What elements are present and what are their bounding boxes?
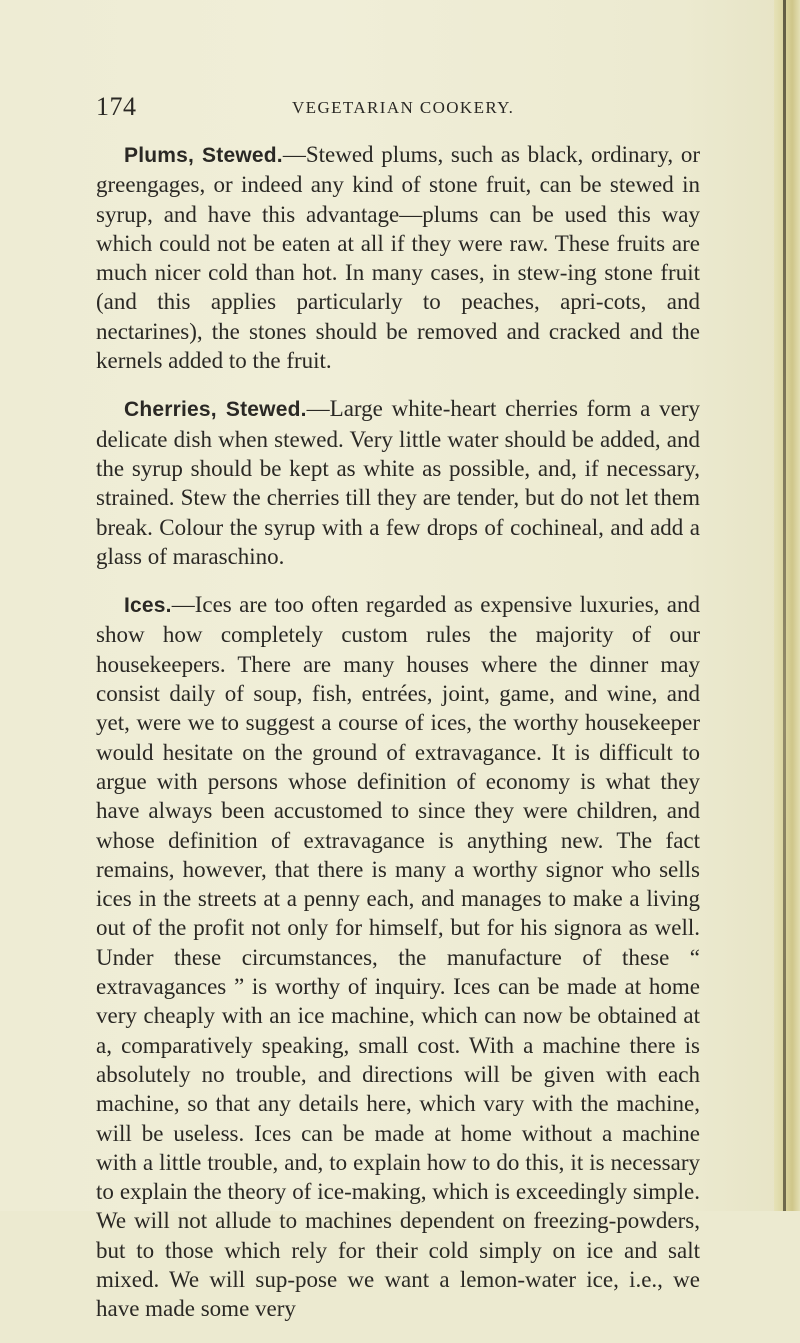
- entry-cherries-stewed: [96, 394, 700, 571]
- entry-ices: [96, 590, 700, 1323]
- page-number: 174: [96, 92, 137, 121]
- page-body: [96, 140, 700, 1343]
- entry-plums-stewed: [96, 140, 700, 375]
- entry-title: Cherries, Stewed.: [124, 398, 307, 422]
- entry-body: —Large white-heart cherries form a very delicate dish when stewed. Very little water should be added, and the syrup should be kept as white as possible, and, if necessary, strained. Stew the cherries till they are tender, but do not let them break. Colour the syrup with a few drops of cochineal, and add a glass of maraschino.: [96, 396, 700, 569]
- entry-title: Plums, Stewed.: [124, 144, 283, 167]
- binding-edge: [783, 0, 786, 1211]
- entry-body: —Stewed plums, such as black, ordinary, or greengages, or indeed any kind of stone fruit, can be stewed in syrup, and have this advantage—plums can be used this way which could not be eaten at all if they were raw. These fruits are much nicer cold than hot. In many cases, in stew-ing stone fruit (and this applies particularly to peaches, apri-cots, and nectarines), the stones should be removed and cracked and the kernels added to the fruit.: [96, 142, 700, 374]
- page-header: [96, 92, 706, 122]
- running-title: VEGETARIAN COOKERY.: [292, 98, 515, 117]
- page-gutter-shadow: [774, 0, 800, 1211]
- entry-body: —Ices are too often regarded as expensive luxuries, and show how completely custom rules the majority of our housekeepers. There are many houses where the dinner may consist daily of soup, fish, entrées, joint, game, and wine, and yet, were we to suggest a course of ices, the worthy housekeeper would hesitate on the ground of extravagance. It is difficult to argue with persons whose definition of economy is what they have always been accustomed to since they were children, and whose definition of extravagance is anything new. The fact remains, however, that there is many a worthy signor who sells ices in the streets at a penny each, and manages to make a living out of the profit not only for himself, but for his signora as well. Under these circumstances, the manufacture of these “ extravagances ” is worthy of inquiry. Ices can be made at home very cheaply with an ice machine, which can now be obtained at a, comparatively speaking, small cost. With a machine there is absolutely no trouble, and directions will be given with each machine, so that any details here, which vary with the machine, will be useless. Ices can be made at home without a machine with a little trouble, and, to explain how to do this, it is necessary to explain the theory of ice-making, which is exceedingly simple. We will not allude to machines dependent on freezing-powders, but to those which rely for their cold simply on ice and salt mixed. We will sup-pose we want a lemon-water ice, i.e., we have made some very: [96, 592, 700, 1322]
- entry-title: Ices.: [124, 594, 172, 618]
